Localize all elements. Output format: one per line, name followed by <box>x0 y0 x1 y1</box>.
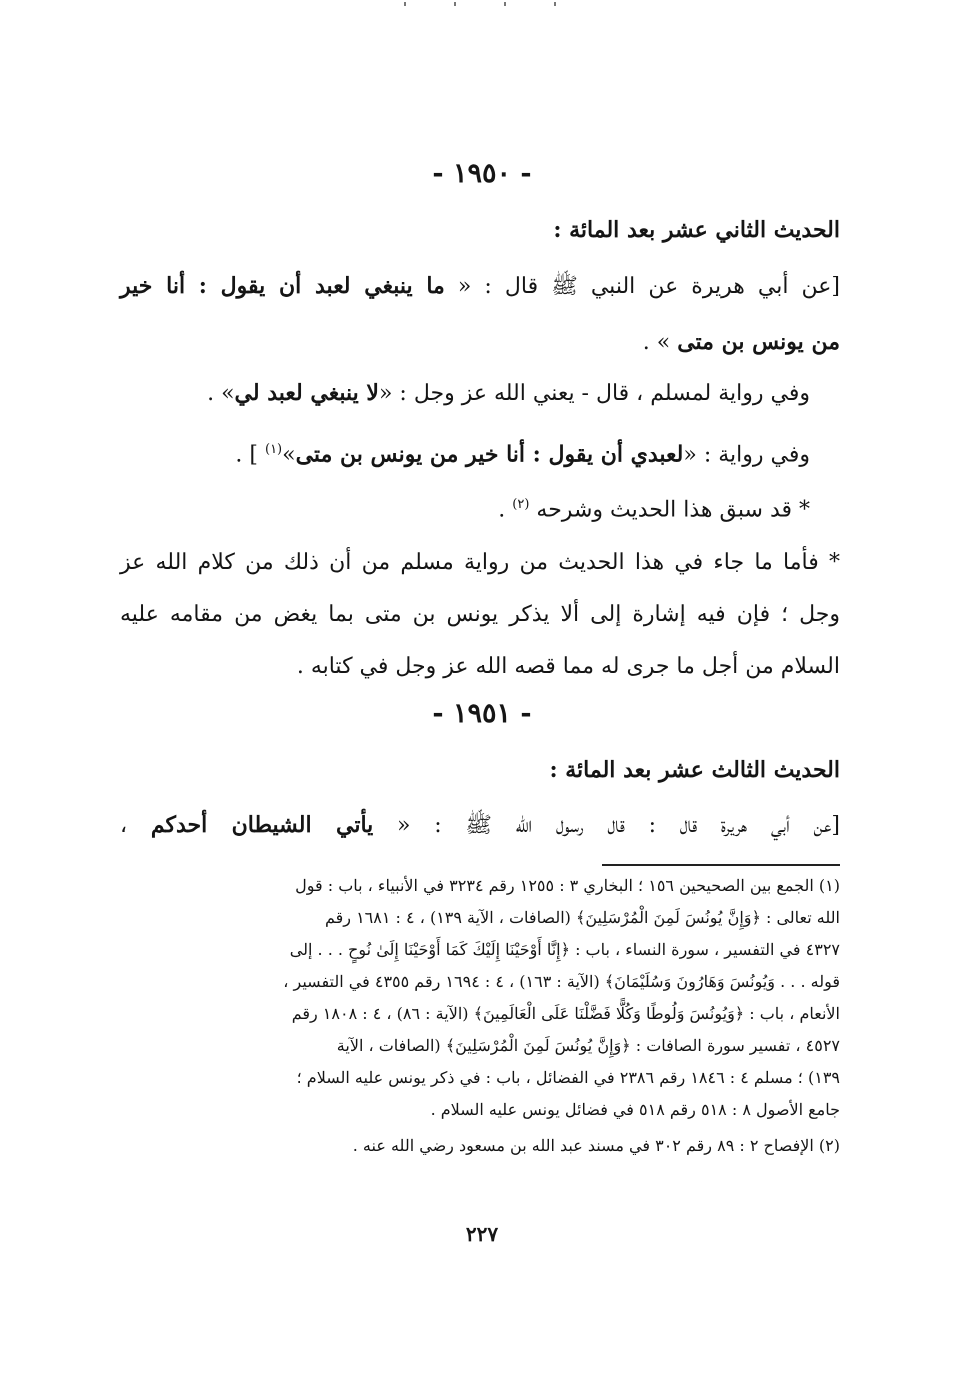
hadith-number: - ١٩٥١ - <box>432 698 532 729</box>
footnote-line: جامع الأصول ٨ : ٥١٨ رقم ٥١٨ في فضائل يونس عليه السلام . <box>430 1100 840 1119</box>
footnote-line: ٤٥٢٧ ، تفسير سورة الصافات : ﴿وَإِنَّ يُونُسَ لَمِنَ الْمُرْسَلِينَ﴾ (الصافات ، الآية <box>336 1036 840 1055</box>
footnote-separator <box>602 864 840 866</box>
footnote-line: قوله . . . وَيُونُسَ وَهَارُونَ وَسُلَيْمَانَ﴾ (الآية : ١٦٣) ، ٤ : ١٦٩٤ رقم ٤٣٥٥ في التفسير ، <box>283 972 840 991</box>
hadith-text-line: وفي رواية : «لعبدي أن يقول : أنا خير من يونس بن متى»$^{(١)}$ ] . <box>235 441 810 468</box>
footnote-line: (١) الجمع بين الصحيحين ١٥٦ ؛ البخاري ٣ : ١٢٥٥ رقم ٣٢٣٤ في الأنبياء ، باب : قول <box>295 876 840 895</box>
hadith-text-line: [عن أبي هريرة قال : قال رسول الله ﷺ : « يأتي الشيطان أحدكم ، <box>120 812 841 838</box>
hadith-heading: الحديث الثالث عشر بعد المائة : <box>549 757 840 783</box>
footnote-line: (٢) الإفصاح ٢ : ٨٩ رقم ٣٠٢ في مسند عبد الله بن مسعود رضي الله عنه . <box>352 1136 840 1155</box>
commentary-line: السلام من أجل ما جرى له مما قصه الله عز وجل في كتابه . <box>296 654 840 679</box>
commentary-note: * قد سبق هذا الحديث وشرحه $^{(٢)}$ . <box>498 497 810 523</box>
page-number: ٢٢٧ <box>465 1222 499 1246</box>
footnote-line: ١٣٩) ؛ مسلم ٤ : ١٨٤٦ رقم ٢٣٨٦ في الفضائل ، باب : في ذكر يونس عليه السلام ؛ <box>296 1068 840 1087</box>
footnote-line: الأنعام ، باب : ﴿وَيُونُسَ وَلُوطًا وَكُلًّا فَضَّلْنَا عَلَى الْعَالَمِينَ﴾ (الآية : ٨٦) ، ٤ : ١٨٠٨ رقم <box>291 1004 840 1023</box>
footnote-ref: (١) <box>264 442 283 457</box>
hadith-text-line: من يونس بن متى » . <box>642 329 840 355</box>
hadith-number: - ١٩٥٠ - <box>432 158 532 189</box>
commentary-line: وجل ؛ فإن فيه إشارة إلى ألا يذكر يونس بن متى بما يغض من مقامه عليه <box>120 602 840 627</box>
hadith-heading: الحديث الثاني عشر بعد المائة : <box>553 217 840 243</box>
footnote-line: الله تعالى : ﴿وَإِنَّ يُونُسَ لَمِنَ الْمُرْسَلِينَ﴾ (الصافات ، الآية ١٣٩) ، ٤ : ١٦٨١ رقم <box>324 908 840 927</box>
hadith-text-line: [عن أبي هريرة عن النبي ﷺ قال : « ما ينبغي لعبد أن يقول : أنا خير <box>120 273 841 299</box>
hadith-text-line: وفي رواية لمسلم ، قال - يعني الله عز وجل : «لا ينبغي لعبد لي» . <box>207 380 810 406</box>
footnote-line: ٤٣٢٧ في التفسير ، سورة النساء ، باب : ﴿إِنَّا أَوْحَيْنَا إِلَيْكَ كَمَا أَوْحَيْنَا إِلَىٰ نُوحٍ . . . إلى <box>289 940 840 959</box>
scan-artifact-dots <box>380 2 580 8</box>
commentary-line: * فأما ما جاء في هذا الحديث من رواية مسلم من أن ذلك من كلام الله عز <box>120 550 840 575</box>
footnote-ref: (٢) <box>512 497 530 512</box>
